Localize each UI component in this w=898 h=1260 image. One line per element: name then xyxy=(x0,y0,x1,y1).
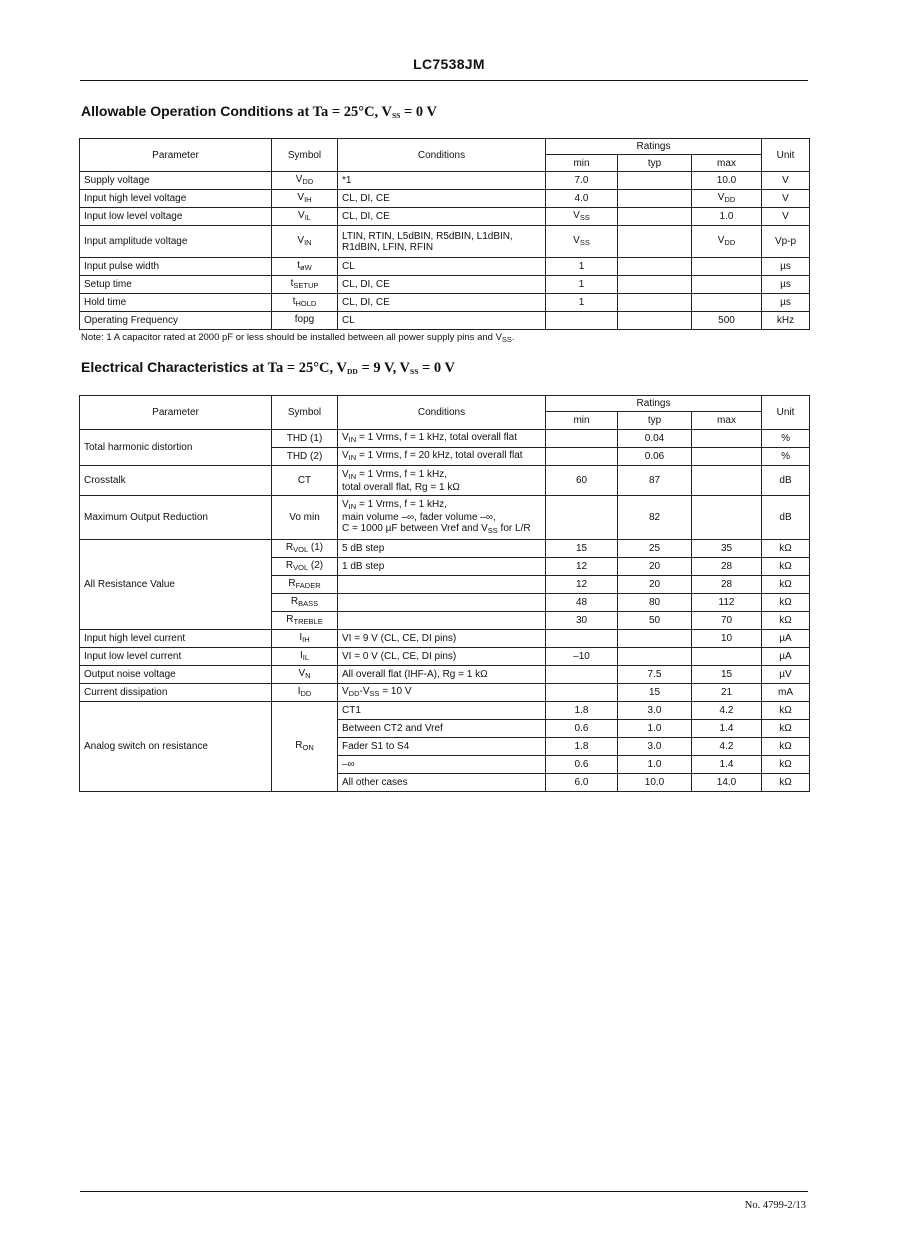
header-unit: Unit xyxy=(762,139,810,172)
header-typ: typ xyxy=(618,155,692,172)
row-symbol: $R_{VOL}$ (1) xyxy=(272,540,338,558)
row-min: 15 xyxy=(546,540,618,558)
row-max: 4.2 xyxy=(692,738,762,756)
row-symbol: $t_{øW}$ xyxy=(272,258,338,276)
row-typ: 0.04 xyxy=(618,430,692,448)
row-conditions xyxy=(338,594,546,612)
row-conditions: Between CT2 and Vref xyxy=(338,720,546,738)
row-conditions: –∞ xyxy=(338,756,546,774)
row-min: 30 xyxy=(546,612,618,630)
header-min: min xyxy=(546,155,618,172)
header-conditions: Conditions xyxy=(338,139,546,172)
row-max xyxy=(692,276,762,294)
row-unit: dB xyxy=(762,496,810,540)
table-note: Note: 1 A capacitor rated at 2000 pF or less should be installed between all power supply pins and $V_{SS}$. xyxy=(81,332,515,344)
row-conditions xyxy=(338,612,546,630)
row-unit: kΩ xyxy=(762,720,810,738)
row-conditions: VI = 9 V (CL, CE, DI pins) xyxy=(338,630,546,648)
row-parameter: Operating Frequency xyxy=(80,312,272,330)
row-max xyxy=(692,448,762,466)
footer-rule xyxy=(80,1191,808,1192)
header-max: max xyxy=(692,155,762,172)
row-unit: kΩ xyxy=(762,756,810,774)
row-parameter: Input high level current xyxy=(80,630,272,648)
operation-conditions-table xyxy=(79,138,810,330)
row-symbol: $V_{IL}$ xyxy=(272,208,338,226)
row-min: 60 xyxy=(546,466,618,496)
row-typ: 10.0 xyxy=(618,774,692,792)
row-min xyxy=(546,496,618,540)
table-row xyxy=(80,312,810,330)
row-conditions: $V_{IN} = 1$ Vrms, f = 1 kHz, main volume –∞, fader volume –∞, C = 1000 µF between Vref and $V_{SS}$ for L/R xyxy=(338,496,546,540)
row-min: 48 xyxy=(546,594,618,612)
row-conditions: CL, DI, CE xyxy=(338,208,546,226)
row-min xyxy=(546,684,618,702)
row-symbol: THD (2) xyxy=(272,448,338,466)
row-typ: 20 xyxy=(618,576,692,594)
row-typ xyxy=(618,258,692,276)
row-min xyxy=(546,430,618,448)
row-conditions: LTIN, RTIN, L5dBIN, R5dBIN, L1dBIN, R1dBIN, LFIN, RFIN xyxy=(338,226,546,258)
row-min: 6.0 xyxy=(546,774,618,792)
row-parameter: Analog switch on resistance xyxy=(80,702,272,792)
row-typ xyxy=(618,208,692,226)
row-parameter: Crosstalk xyxy=(80,466,272,496)
row-symbol: $V_N$ xyxy=(272,666,338,684)
row-unit: V xyxy=(762,190,810,208)
row-parameter: Output noise voltage xyxy=(80,666,272,684)
row-max: $V_{DD}$ xyxy=(692,226,762,258)
row-typ: 25 xyxy=(618,540,692,558)
row-conditions: CL, DI, CE xyxy=(338,294,546,312)
row-unit: kΩ xyxy=(762,774,810,792)
row-min: –10 xyxy=(546,648,618,666)
row-symbol: $I_{DD}$ xyxy=(272,684,338,702)
row-max xyxy=(692,294,762,312)
row-symbol: $t_{HOLD}$ xyxy=(272,294,338,312)
header-parameter: Parameter xyxy=(80,396,272,430)
row-min: 12 xyxy=(546,576,618,594)
table-row xyxy=(80,684,810,702)
row-parameter: Supply voltage xyxy=(80,172,272,190)
row-unit: µA xyxy=(762,648,810,666)
row-typ: 0.06 xyxy=(618,448,692,466)
row-conditions: $V_{DD}-V_{SS} = 10$ V xyxy=(338,684,546,702)
row-symbol: $V_{DD}$ xyxy=(272,172,338,190)
row-unit: kΩ xyxy=(762,558,810,576)
row-conditions: *1 xyxy=(338,172,546,190)
table-row xyxy=(80,294,810,312)
row-unit: kΩ xyxy=(762,702,810,720)
row-conditions: $V_{IN} = 1$ Vrms, f = 1 kHz, total overall flat xyxy=(338,430,546,448)
row-typ: 20 xyxy=(618,558,692,576)
row-parameter: Total harmonic distortion xyxy=(80,430,272,466)
row-unit: dB xyxy=(762,466,810,496)
header-max: max xyxy=(692,412,762,430)
row-typ: 50 xyxy=(618,612,692,630)
row-parameter: Input low level current xyxy=(80,648,272,666)
row-typ: 1.0 xyxy=(618,720,692,738)
row-typ: 82 xyxy=(618,496,692,540)
row-symbol: $I_{IH}$ xyxy=(272,630,338,648)
section-title-main: Electrical Characteristics xyxy=(81,359,249,375)
row-symbol: $R_{BASS}$ xyxy=(272,594,338,612)
row-symbol: $R_{TREBLE}$ xyxy=(272,612,338,630)
row-typ: 3.0 xyxy=(618,738,692,756)
row-max: 112 xyxy=(692,594,762,612)
row-conditions: CT1 xyxy=(338,702,546,720)
row-max: 1.4 xyxy=(692,720,762,738)
row-min: $V_{SS}$ xyxy=(546,226,618,258)
table-row xyxy=(80,540,810,558)
row-min xyxy=(546,448,618,466)
row-parameter: All Resistance Value xyxy=(80,540,272,630)
row-symbol: $R_{FADER}$ xyxy=(272,576,338,594)
row-max: 15 xyxy=(692,666,762,684)
row-conditions: CL, DI, CE xyxy=(338,190,546,208)
table-row xyxy=(80,702,810,720)
row-parameter: Input high level voltage xyxy=(80,190,272,208)
row-symbol: $t_{SETUP}$ xyxy=(272,276,338,294)
row-max: 1.0 xyxy=(692,208,762,226)
row-symbol: $R_{ON}$ xyxy=(272,702,338,792)
row-min: 4.0 xyxy=(546,190,618,208)
section-title-conditions: at Ta = 25°C, $V_{DD} = 9$ V, $V_{SS} = 0$ V xyxy=(252,360,455,376)
row-min xyxy=(546,666,618,684)
row-max xyxy=(692,466,762,496)
row-unit: kΩ xyxy=(762,576,810,594)
row-typ xyxy=(618,172,692,190)
table-row xyxy=(80,466,810,496)
header-ratings: Ratings xyxy=(546,396,762,412)
row-parameter: Hold time xyxy=(80,294,272,312)
header-ratings: Ratings xyxy=(546,139,762,155)
table-row xyxy=(80,258,810,276)
row-unit: µs xyxy=(762,294,810,312)
header-parameter: Parameter xyxy=(80,139,272,172)
row-max xyxy=(692,648,762,666)
row-parameter: Current dissipation xyxy=(80,684,272,702)
row-max: 1.4 xyxy=(692,756,762,774)
table-row xyxy=(80,666,810,684)
row-unit: µV xyxy=(762,666,810,684)
row-typ xyxy=(618,648,692,666)
row-min xyxy=(546,630,618,648)
row-symbol: $V_{IH}$ xyxy=(272,190,338,208)
row-unit: µA xyxy=(762,630,810,648)
header-symbol: Symbol xyxy=(272,139,338,172)
row-conditions: CL xyxy=(338,258,546,276)
table-row xyxy=(80,172,810,190)
row-unit: % xyxy=(762,448,810,466)
section-title-conditions: at Ta = 25°C, $V_{SS} = 0$ V xyxy=(297,104,437,120)
row-min: 0.6 xyxy=(546,720,618,738)
row-max: 10.0 xyxy=(692,172,762,190)
row-symbol: THD (1) xyxy=(272,430,338,448)
row-max: 28 xyxy=(692,558,762,576)
row-max: 21 xyxy=(692,684,762,702)
row-parameter: Maximum Output Reduction xyxy=(80,496,272,540)
row-conditions: All other cases xyxy=(338,774,546,792)
row-parameter: Setup time xyxy=(80,276,272,294)
row-symbol: fopg xyxy=(272,312,338,330)
row-min: 1.8 xyxy=(546,702,618,720)
header-min: min xyxy=(546,412,618,430)
row-conditions: VI = 0 V (CL, CE, DI pins) xyxy=(338,648,546,666)
header-typ: typ xyxy=(618,412,692,430)
row-parameter: Input low level voltage xyxy=(80,208,272,226)
row-conditions: CL xyxy=(338,312,546,330)
header-unit: Unit xyxy=(762,396,810,430)
row-symbol: $I_{IL}$ xyxy=(272,648,338,666)
row-unit: kΩ xyxy=(762,612,810,630)
row-unit: kHz xyxy=(762,312,810,330)
row-min: 1.8 xyxy=(546,738,618,756)
row-max: 35 xyxy=(692,540,762,558)
table-row xyxy=(80,430,810,448)
row-conditions: $V_{IN} = 1$ Vrms, f = 1 kHz, total overall flat, Rg = 1 kΩ xyxy=(338,466,546,496)
row-max xyxy=(692,430,762,448)
section-title-operation-conditions xyxy=(81,103,437,121)
row-unit: kΩ xyxy=(762,738,810,756)
row-min: 1 xyxy=(546,294,618,312)
row-typ xyxy=(618,630,692,648)
row-max: $V_{DD}$ xyxy=(692,190,762,208)
row-unit: V xyxy=(762,172,810,190)
row-min: 0.6 xyxy=(546,756,618,774)
row-min xyxy=(546,312,618,330)
table-row xyxy=(80,630,810,648)
row-max xyxy=(692,496,762,540)
row-conditions: 1 dB step xyxy=(338,558,546,576)
row-unit: µs xyxy=(762,258,810,276)
row-conditions xyxy=(338,576,546,594)
row-typ xyxy=(618,190,692,208)
row-typ: 3.0 xyxy=(618,702,692,720)
section-title-main: Allowable Operation Conditions xyxy=(81,103,294,119)
row-typ xyxy=(618,312,692,330)
row-typ xyxy=(618,276,692,294)
row-unit: % xyxy=(762,430,810,448)
row-min: 7.0 xyxy=(546,172,618,190)
row-max: 70 xyxy=(692,612,762,630)
row-conditions: Fader S1 to S4 xyxy=(338,738,546,756)
table-row xyxy=(80,648,810,666)
row-max xyxy=(692,258,762,276)
row-unit: Vp-p xyxy=(762,226,810,258)
table-row xyxy=(80,226,810,258)
header-conditions: Conditions xyxy=(338,396,546,430)
row-max: 14.0 xyxy=(692,774,762,792)
row-parameter: Input pulse width xyxy=(80,258,272,276)
row-conditions: CL, DI, CE xyxy=(338,276,546,294)
row-typ: 80 xyxy=(618,594,692,612)
row-unit: mA xyxy=(762,684,810,702)
row-symbol: Vo min xyxy=(272,496,338,540)
row-min: 1 xyxy=(546,258,618,276)
row-conditions: All overall flat (IHF-A), Rg = 1 kΩ xyxy=(338,666,546,684)
row-typ xyxy=(618,226,692,258)
header-rule xyxy=(80,80,808,81)
row-typ: 1.0 xyxy=(618,756,692,774)
row-parameter: Input amplitude voltage xyxy=(80,226,272,258)
row-unit: kΩ xyxy=(762,540,810,558)
row-typ xyxy=(618,294,692,312)
row-min: 12 xyxy=(546,558,618,576)
row-typ: 7.5 xyxy=(618,666,692,684)
row-max: 10 xyxy=(692,630,762,648)
row-unit: V xyxy=(762,208,810,226)
table-row xyxy=(80,190,810,208)
row-conditions: $V_{IN} = 1$ Vrms, f = 20 kHz, total overall flat xyxy=(338,448,546,466)
header-symbol: Symbol xyxy=(272,396,338,430)
row-typ: 15 xyxy=(618,684,692,702)
row-max: 500 xyxy=(692,312,762,330)
electrical-characteristics-table xyxy=(79,395,810,792)
row-unit: µs xyxy=(762,276,810,294)
row-symbol: $R_{VOL}$ (2) xyxy=(272,558,338,576)
section-title-electrical-characteristics xyxy=(81,359,455,377)
table-row xyxy=(80,276,810,294)
row-max: 4.2 xyxy=(692,702,762,720)
table-row xyxy=(80,496,810,540)
row-unit: kΩ xyxy=(762,594,810,612)
page-number: No. 4799-2/13 xyxy=(744,1200,806,1211)
row-symbol: CT xyxy=(272,466,338,496)
row-typ: 87 xyxy=(618,466,692,496)
part-number: LC7538JM xyxy=(413,56,485,72)
row-conditions: 5 dB step xyxy=(338,540,546,558)
row-min: 1 xyxy=(546,276,618,294)
row-max: 28 xyxy=(692,576,762,594)
table-row xyxy=(80,208,810,226)
row-min: $V_{SS}$ xyxy=(546,208,618,226)
row-symbol: $V_{IN}$ xyxy=(272,226,338,258)
